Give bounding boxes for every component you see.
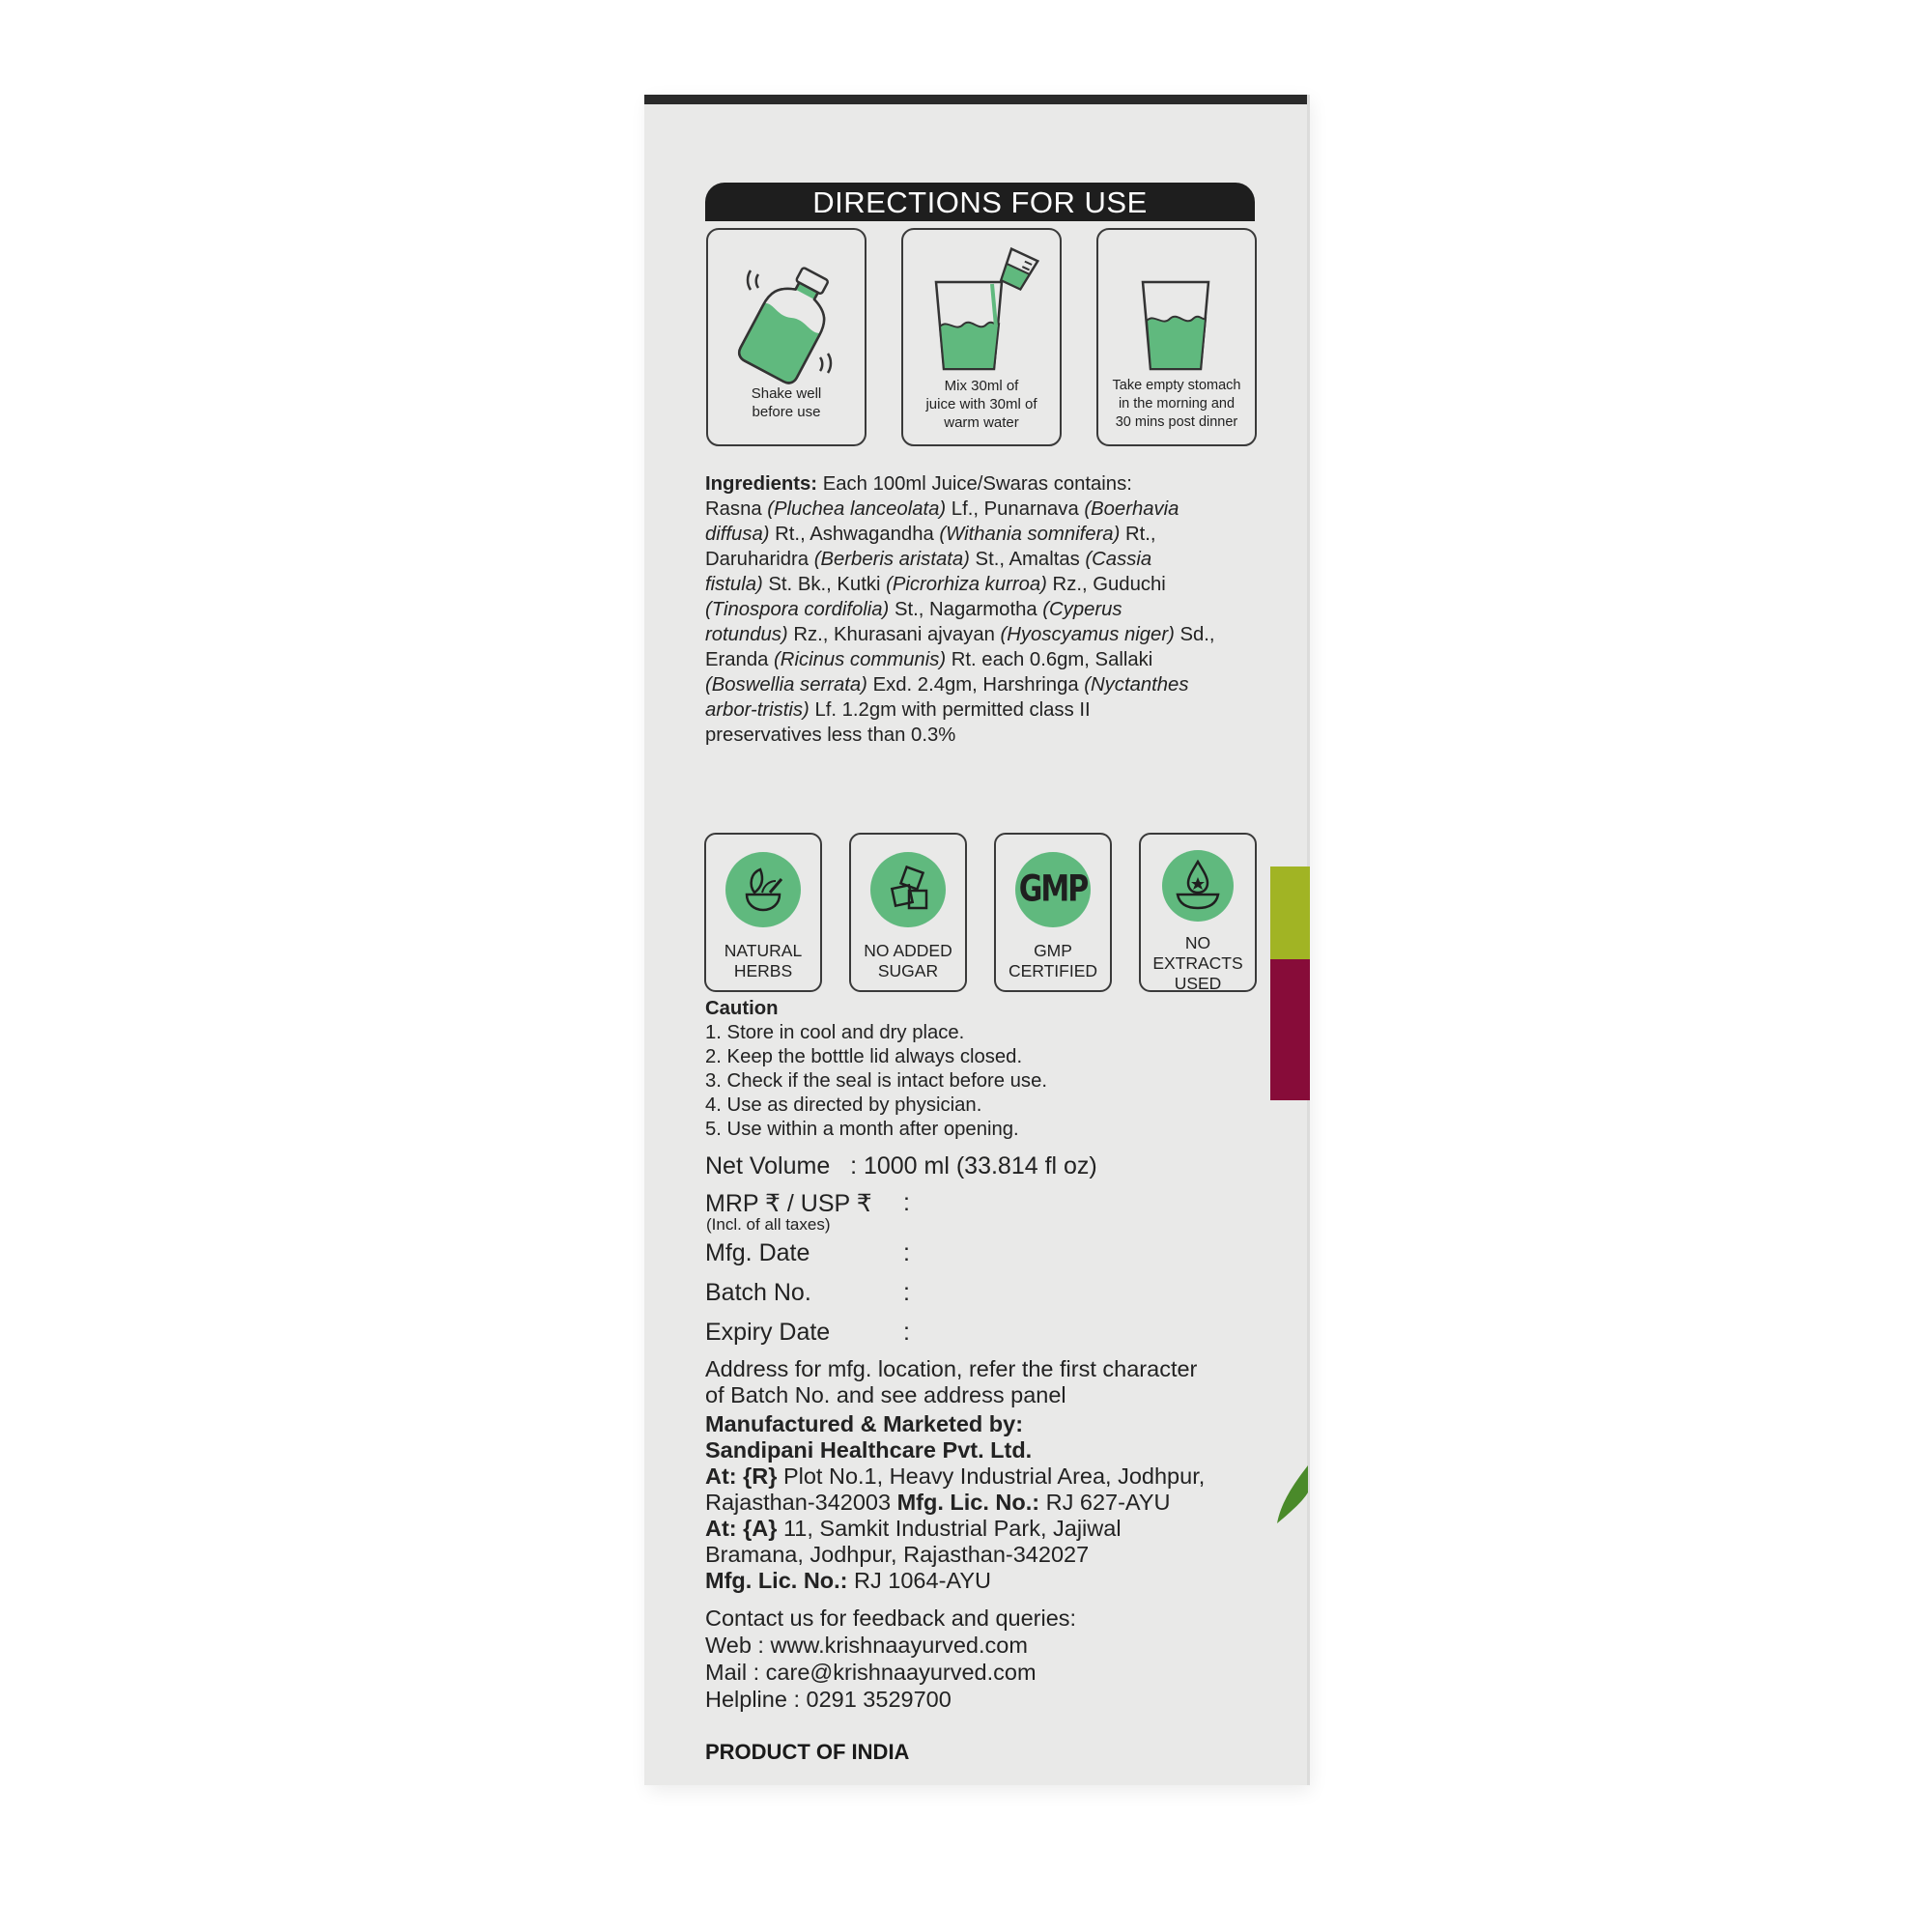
- step-caption-line3: warm water: [944, 414, 1019, 431]
- mrp-row: [705, 1189, 910, 1218]
- caution-item: 5. Use within a month after opening.: [705, 1119, 1019, 1140]
- step-caption-line2: juice with 30ml of: [925, 396, 1037, 412]
- batch-colon: :: [903, 1279, 910, 1306]
- product-origin: PRODUCT OF INDIA: [705, 1740, 910, 1764]
- ingredients-line: diffusa) Rt., Ashwagandha (Withania somnifera) Rt.,: [705, 524, 1156, 545]
- badge-label-line1: NO: [1184, 933, 1211, 952]
- ingredients-line: Daruharidra (Berberis aristata) St., Amaltas (Cassia: [705, 549, 1152, 570]
- mortar-leaf-icon: [725, 852, 801, 927]
- contact-helpline: Helpline : 0291 3529700: [705, 1687, 952, 1712]
- badge-label-line1: GMP: [1034, 941, 1072, 960]
- ingredients-label: Ingredients:: [705, 473, 818, 495]
- ingredients-line: (Tinospora cordifolia) St., Nagarmotha (Cyperus: [705, 599, 1122, 620]
- badge-label-line2: EXTRACTS: [1152, 953, 1243, 973]
- gmp-icon: [1015, 852, 1091, 927]
- step-caption-line1: Shake well: [751, 385, 822, 402]
- ingredients-line: Eranda (Ricinus communis) Rt. each 0.6gm, Sallaki: [705, 649, 1153, 670]
- badge-label-line2: SUGAR: [877, 961, 939, 980]
- mfg-date-row: [705, 1239, 910, 1267]
- caution-item: 4. Use as directed by physician.: [705, 1094, 982, 1116]
- step-caption-line3: 30 mins post dinner: [1115, 414, 1238, 430]
- badge-label-line1: NATURAL: [724, 941, 803, 960]
- mrp-label: MRP ₹ / USP ₹: [705, 1190, 872, 1217]
- address-a-line3: Mfg. Lic. No.: RJ 1064-AYU: [705, 1568, 991, 1593]
- badge-gmp-certified: [994, 833, 1112, 992]
- caution-item: 2. Keep the botttle lid always closed.: [705, 1046, 1023, 1067]
- contact-heading: Contact us for feedback and queries:: [705, 1605, 1077, 1631]
- address-r-line1: At: {R} Plot No.1, Heavy Industrial Area, Jodhpur,: [705, 1463, 1206, 1489]
- step-shake: [706, 228, 867, 446]
- side-stripe-lime: [1270, 867, 1310, 959]
- address-a-line2: Bramana, Jodhpur, Rajasthan-342027: [705, 1542, 1090, 1567]
- gmp-icon-text: GMP: [1018, 867, 1088, 911]
- drop-bowl-icon: [1162, 850, 1234, 922]
- manufacturer-block: [705, 1411, 1285, 1594]
- mrp-note: (Incl. of all taxes): [706, 1215, 831, 1234]
- badge-no-added-sugar: [849, 833, 967, 992]
- badge-label-line2: HERBS: [733, 961, 793, 980]
- step-mix: [901, 228, 1062, 446]
- box-top-edge: [644, 95, 1307, 104]
- step-caption-line2: before use: [752, 404, 821, 420]
- ingredients-block: [705, 471, 1265, 748]
- step-caption-line2: in the morning and: [1118, 396, 1236, 412]
- contact-block: [705, 1605, 1076, 1713]
- ingredients-line: Ingredients: Each 100ml Juice/Swaras contains:: [705, 473, 1132, 495]
- batch-label: Batch No.: [705, 1279, 811, 1306]
- directions-heading: DIRECTIONS FOR USE: [705, 183, 1255, 221]
- contact-web: Web : www.krishnaayurved.com: [705, 1633, 1028, 1658]
- company-name: Sandipani Healthcare Pvt. Ltd.: [705, 1437, 1033, 1463]
- address-r-line2: Rajasthan-342003 Mfg. Lic. No.: RJ 627-AYU: [705, 1490, 1171, 1515]
- badge-label-line3: USED: [1174, 974, 1222, 993]
- expiry-label: Expiry Date: [705, 1319, 831, 1346]
- caution-block: [705, 997, 1047, 1142]
- address-note: Address for mfg. location, refer the first character of Batch No. and see address panel: [705, 1356, 1198, 1407]
- mrp-colon: :: [903, 1189, 910, 1216]
- net-volume: Net Volume : 1000 ml (33.814 fl oz): [705, 1152, 1097, 1179]
- step-take: [1096, 228, 1257, 446]
- badge-natural-herbs: [704, 833, 822, 992]
- caution-item: 1. Store in cool and dry place.: [705, 1022, 965, 1043]
- ingredients-line: arbor-tristis) Lf. 1.2gm with permitted class II: [705, 699, 1091, 721]
- mfg-date-label: Mfg. Date: [705, 1239, 810, 1266]
- expiry-row: [705, 1319, 910, 1347]
- contact-mail: Mail : care@krishnaayurved.com: [705, 1660, 1037, 1685]
- side-stripe-maroon: [1270, 959, 1310, 1100]
- sugar-cubes-icon: [870, 852, 946, 927]
- caution-title: Caution: [705, 998, 779, 1019]
- address-a-line1: At: {A} 11, Samkit Industrial Park, Jajiwal: [705, 1516, 1122, 1541]
- step-caption-line1: Mix 30ml of: [944, 378, 1019, 394]
- ingredients-line: fistula) St. Bk., Kutki (Picrorhiza kurroa) Rz., Guduchi: [705, 574, 1166, 595]
- caution-item: 3. Check if the seal is intact before use.: [705, 1070, 1047, 1092]
- ingredients-line: Rasna (Pluchea lanceolata) Lf., Punarnava (Boerhavia: [705, 498, 1179, 520]
- badge-no-extracts: [1139, 833, 1257, 992]
- badge-label-line1: NO ADDED: [864, 941, 952, 960]
- badge-label-line2: CERTIFIED: [1008, 961, 1098, 980]
- ingredients-line: preservatives less than 0.3%: [705, 724, 956, 746]
- ingredients-line: rotundus) Rz., Khurasani ajvayan (Hyoscyamus niger) Sd.,: [705, 624, 1215, 645]
- manufacturer-heading: Manufactured & Marketed by:: [705, 1411, 1024, 1436]
- step-caption-line1: Take empty stomach: [1112, 378, 1241, 393]
- ingredients-line: (Boswellia serrata) Exd. 2.4gm, Harshringa (Nyctanthes: [705, 674, 1189, 696]
- mfg-date-colon: :: [903, 1239, 910, 1266]
- batch-row: [705, 1279, 910, 1307]
- expiry-colon: :: [903, 1319, 910, 1346]
